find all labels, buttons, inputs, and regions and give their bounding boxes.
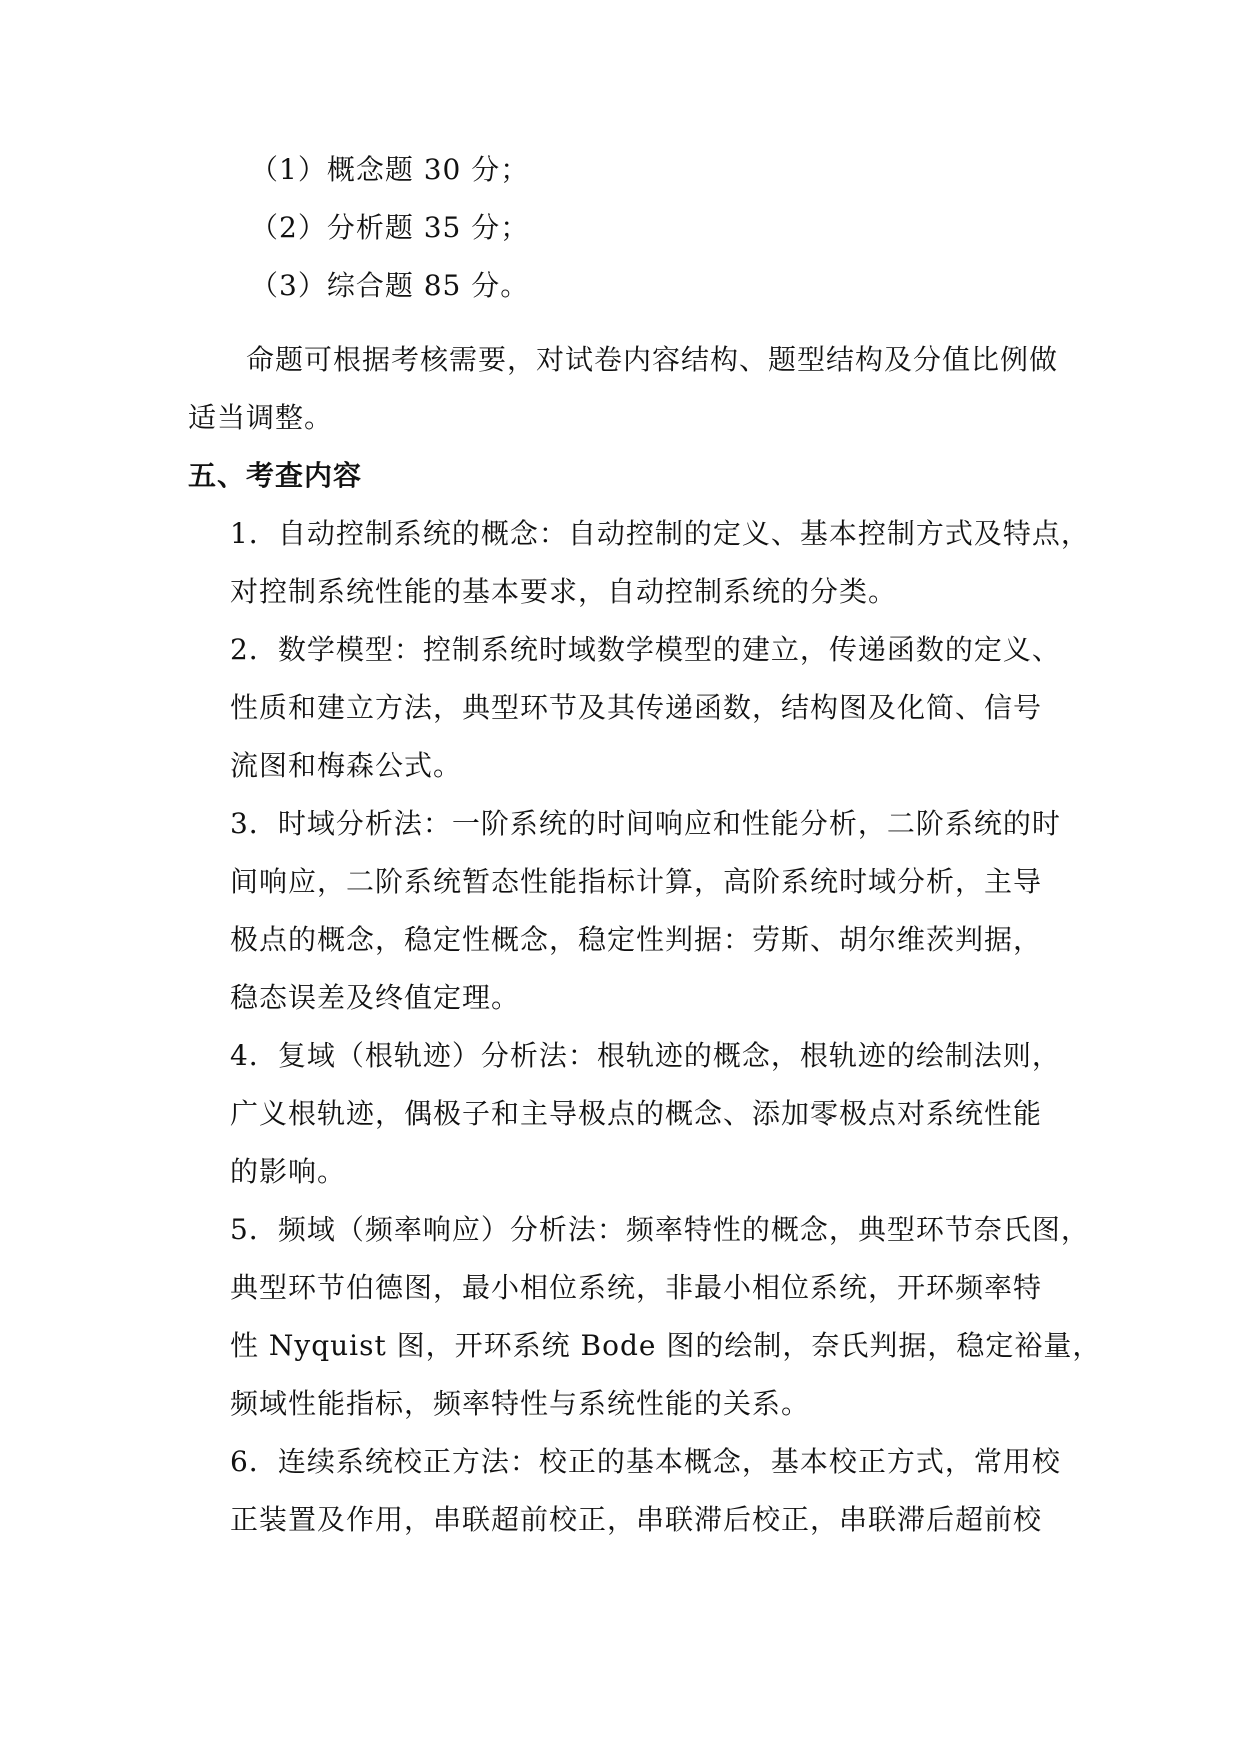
score-item-comprehensive: （3）综合题 85 分。 xyxy=(250,269,530,302)
section-title: 五、考查内容 xyxy=(188,459,363,492)
item-5-line-4: 频域性能指标，频率特性与系统性能的关系。 xyxy=(230,1387,811,1420)
note-line-2: 适当调整。 xyxy=(188,401,334,434)
item-5-line-2: 典型环节伯德图，最小相位系统，非最小相位系统，开环频率特 xyxy=(230,1271,1043,1304)
item-2-line-3: 流图和梅森公式。 xyxy=(230,749,463,782)
item-4-line-1: 4．复域（根轨迹）分析法：根轨迹的概念，根轨迹的绘制法则， xyxy=(230,1039,1061,1072)
score-item-concept: （1）概念题 30 分； xyxy=(250,153,530,186)
score-item-analysis: （2）分析题 35 分； xyxy=(250,211,530,244)
item-1-line-2: 对控制系统性能的基本要求，自动控制系统的分类。 xyxy=(230,575,898,608)
item-5-line-3: 性 Nyquist 图，开环系统 Bode 图的绘制，奈氏判据，稳定裕量， xyxy=(230,1329,1102,1362)
item-3-line-4: 稳态误差及终值定理。 xyxy=(230,981,521,1014)
item-4-line-2: 广义根轨迹，偶极子和主导极点的概念、添加零极点对系统性能 xyxy=(230,1097,1043,1130)
item-3-line-2: 间响应，二阶系统暂态性能指标计算，高阶系统时域分析，主导 xyxy=(230,865,1043,898)
item-6-line-2: 正装置及作用，串联超前校正，串联滞后校正，串联滞后超前校 xyxy=(230,1503,1043,1536)
item-3-line-3: 极点的概念，稳定性概念，稳定性判据：劳斯、胡尔维茨判据， xyxy=(230,923,1043,956)
item-1-line-1: 1．自动控制系统的概念：自动控制的定义、基本控制方式及特点， xyxy=(230,517,1090,550)
item-3-line-1: 3．时域分析法：一阶系统的时间响应和性能分析，二阶系统的时 xyxy=(230,807,1061,840)
item-4-line-3: 的影响。 xyxy=(230,1155,347,1188)
item-5-line-1: 5．频域（频率响应）分析法：频率特性的概念，典型环节奈氏图， xyxy=(230,1213,1090,1246)
item-2-line-1: 2．数学模型：控制系统时域数学模型的建立，传递函数的定义、 xyxy=(230,633,1061,666)
item-2-line-2: 性质和建立方法，典型环节及其传递函数，结构图及化简、信号 xyxy=(230,691,1043,724)
note-line-1: 命题可根据考核需要，对试卷内容结构、题型结构及分值比例做 xyxy=(246,343,1059,376)
item-6-line-1: 6．连续系统校正方法：校正的基本概念，基本校正方式，常用校 xyxy=(230,1445,1061,1478)
